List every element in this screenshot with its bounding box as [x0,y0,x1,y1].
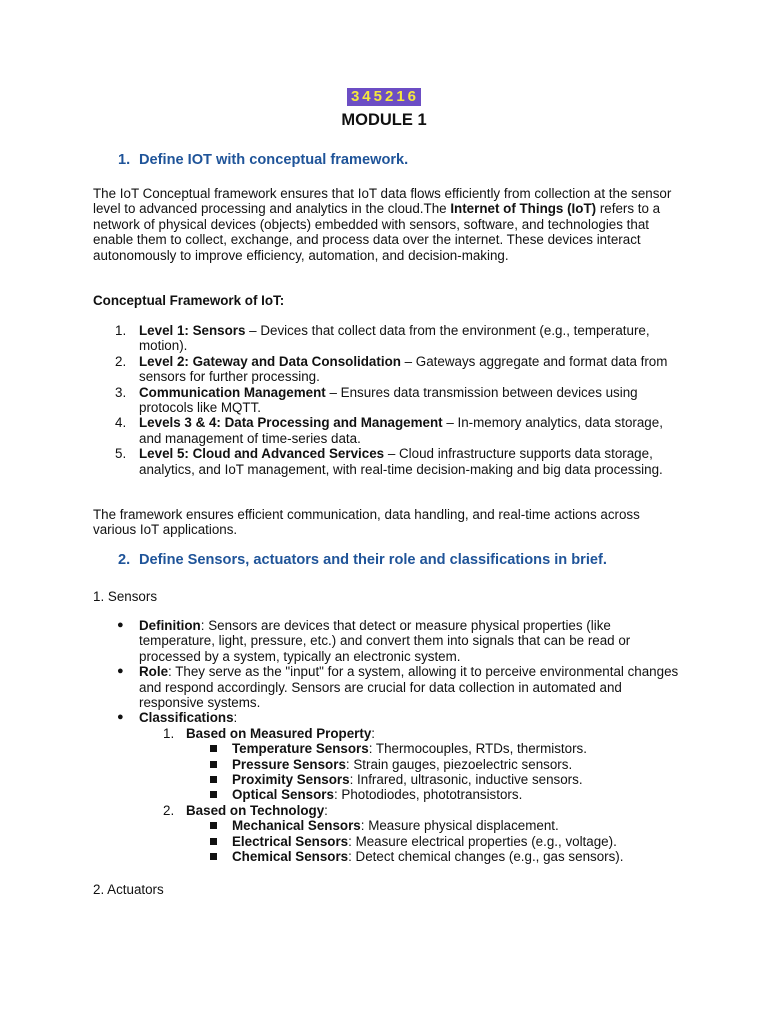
item-text: – In-memory analytics, data storage, and management of time-series data. [139,415,663,446]
item-text: : Infrared, ultrasonic, inductive sensors. [349,772,583,788]
item-label: Role [139,664,169,680]
id-badge: 345216 [347,88,421,106]
item-label: Level 2: Gateway and Data Consolidation [139,353,401,369]
square-bullet-icon [210,822,217,829]
item-text: : Thermocouples, RTDs, thermistors. [368,741,587,757]
sensors-bullet-list [93,618,683,865]
sensor-type-item [93,757,683,772]
item-label: Classifications [139,710,234,726]
item-text: : Sensors are devices that detect or measure physical properties (like temperature, light, pressure, etc.) and convert them into signals that can be read or processed by a system, typically an electronic system. [139,618,631,664]
intro-bold-term: Internet of Things (IoT) [450,201,597,217]
list-item [93,385,683,416]
item-label: Level 1: Sensors [139,323,246,338]
item-text: : They serve as the "input" for a system, allowing it to perceive environmental changes and respond accordingly. Sensors are crucial for data collection in automated and responsive systems. [139,664,679,711]
item-label: Electrical Sensors [232,833,349,849]
conclusion-paragraph: The framework ensures efficient communication, data handling, and real-time actions across various IoT applications. [93,507,640,538]
item-text: – Cloud infrastructure supports data storage, analytics, and IoT management, with real-time decision-making and big data processing. [139,446,663,477]
intro-paragraph [93,186,683,263]
item-label: Chemical Sensors [232,849,349,865]
list-item [93,415,683,446]
square-bullet-icon [210,776,217,783]
item-text: : Measure electrical properties (e.g., voltage). [348,833,617,849]
intro-text-2: refers to a network of physical devices (objects) embedded with sensors, software, and technologies that enable them to collect, exchange, and process data over the internet. These devices interact autonomously to improve efficiency, automation, and decision-making. [93,201,661,263]
item-label: Communication Management [139,384,326,400]
square-bullet-icon [210,745,217,752]
square-bullet-icon [210,791,217,798]
group-label: Based on Technology [186,802,325,818]
item-text: – Devices that collect data from the environment (e.g., temperature, motion). [139,323,650,354]
classification-group: 1. Based on Measured Property: [163,725,376,741]
bullet-item-role [93,664,683,710]
section-1-title: Define IOT with conceptual framework. [139,152,409,168]
group-label: Based on Measured Property [186,725,372,741]
list-item [93,354,683,385]
sensor-type-item [93,818,683,833]
item-number: 5. [115,446,127,462]
list-item [93,323,683,354]
sensors-heading: 1. Sensors [93,589,158,604]
item-text: : Strain gauges, piezoelectric sensors. [345,756,573,772]
item-text: : [233,710,238,726]
list-item [93,446,683,477]
item-number: 1. [115,323,127,338]
framework-levels-list [93,323,683,477]
module-title: MODULE 1 [341,111,427,129]
item-number: 4. [115,415,127,431]
item-text: : Detect chemical changes (e.g., gas sensors). [348,849,624,865]
group-number: 1. [163,725,175,741]
item-text: – Ensures data transmission between devices using protocols like MQTT. [139,384,638,416]
bullet-icon: ● [117,619,124,631]
item-label: Levels 3 & 4: Data Processing and Management [139,415,443,431]
section-1-heading [118,152,408,169]
bullet-icon: ● [117,711,124,724]
sensor-type-item [93,834,683,849]
item-text: : Measure physical displacement. [360,818,559,834]
item-label: Mechanical Sensors [232,818,361,834]
section-2-title: Define Sensors, actuators and their role and classifications in brief. [139,552,607,568]
square-bullet-icon [210,761,217,768]
sensor-type-item [93,849,683,864]
item-label: Pressure Sensors [232,756,346,772]
actuators-heading: 2. Actuators [93,882,164,897]
sensor-type-item [93,741,683,756]
section-1-number: 1. [118,152,131,168]
item-label: Level 5: Cloud and Advanced Services [139,446,385,462]
item-number: 2. [115,353,127,369]
intro-text-1: The IoT Conceptual framework ensures that IoT data flows efficiently from collection at the sensor level to advanced processing and analytics in the cloud.The [93,186,672,217]
square-bullet-icon [210,853,217,860]
sensor-type-item [93,787,683,802]
badge-container [0,88,768,106]
item-label: Optical Sensors [232,787,334,803]
group-number: 2. [163,802,175,818]
framework-heading: Conceptual Framework of IoT: [93,293,285,308]
classification-group: 2. Based on Technology: [163,802,328,818]
section-2-number: 2. [118,552,131,568]
sensor-type-item [93,772,683,787]
item-text: : Photodiodes, phototransistors. [333,787,523,803]
square-bullet-icon [210,838,217,845]
bullet-icon: ● [117,665,124,678]
bullet-item-classifications [93,710,683,725]
item-text: – Gateways aggregate and format data from sensors for further processing. [139,353,668,385]
bullet-item-definition [93,618,683,664]
item-label: Definition [139,618,201,633]
item-label: Temperature Sensors [232,741,369,757]
item-number: 3. [115,384,127,400]
item-label: Proximity Sensors [232,772,350,788]
section-2-heading [118,552,607,569]
